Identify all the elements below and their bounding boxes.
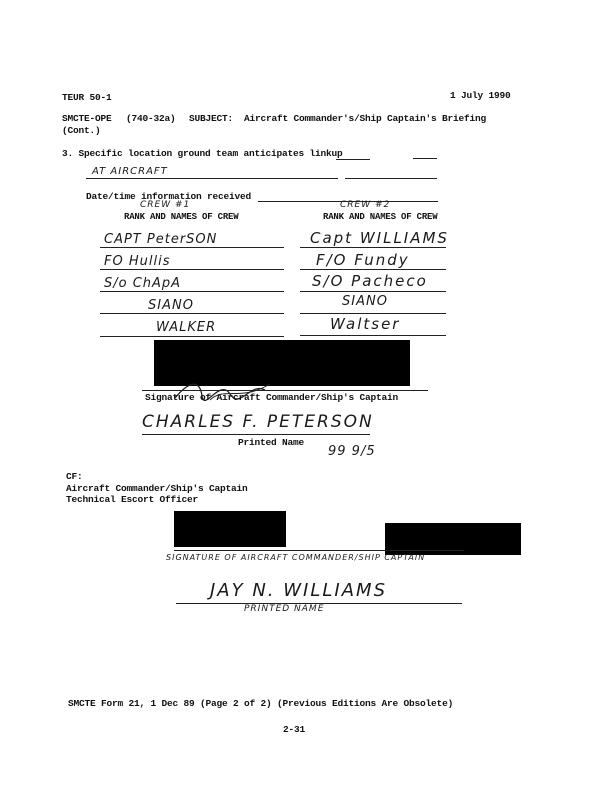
page-number: 2-31	[283, 724, 306, 735]
subject-continued: (Cont.)	[62, 125, 101, 136]
redaction-box	[174, 511, 286, 547]
item-3-answer-line-2	[345, 178, 437, 179]
crew-2-name: Capt WILLIAMS	[310, 229, 449, 247]
cf-recipient: Aircraft Commander/Ship's Captain	[66, 483, 248, 494]
crew-2-name: F/O Fundy	[316, 251, 410, 269]
signature-2-caption: SIGNATURE OF AIRCRAFT COMMANDER/SHIP CAPTAIN	[166, 553, 426, 562]
crew-1-name: SIANO	[148, 298, 194, 313]
cf-label: CF:	[66, 471, 83, 482]
crew-2-line	[300, 247, 446, 248]
subject-text: Aircraft Commander's/Ship Captain's Briefing	[244, 113, 487, 124]
item-3-label: 3. Specific location ground team anticipates linkup	[62, 148, 343, 159]
crew-1-line	[100, 313, 284, 314]
printed-name-1-value: CHARLES F. PETERSON	[142, 412, 374, 432]
crew-1-line	[100, 291, 284, 292]
item-3-line-a	[336, 159, 370, 160]
crew-1-name: S/o ChApA	[104, 276, 182, 291]
cf-recipient: Technical Escort Officer	[66, 494, 199, 505]
item-3-line-b	[413, 158, 437, 159]
crew-1-name: WALKER	[156, 320, 217, 335]
office-symbol: SMCTE-OPE	[62, 113, 112, 124]
printed-name-1-line	[142, 434, 370, 435]
crew-2-name: Waltser	[330, 315, 401, 333]
item-3-answer: AT AIRCRAFT	[92, 166, 168, 177]
crew-2-header: RANK AND NAMES OF CREW	[323, 212, 438, 222]
crew-1-title: CREW #1	[140, 200, 191, 210]
crew-2-line	[300, 291, 446, 292]
item-3-answer-line	[86, 178, 338, 179]
crew-1-line	[100, 269, 284, 270]
signature-1-caption: Signature of Aircraft Commander/Ship's Captain	[145, 392, 399, 403]
document-date: 1 July 1990	[450, 90, 511, 101]
printed-name-2-label: PRINTED NAME	[244, 604, 325, 614]
printed-name-2-value: JAY N. WILLIAMS	[210, 580, 387, 601]
crew-1-name: CAPT PeterSON	[104, 232, 218, 247]
form-footer: SMCTE Form 21, 1 Dec 89 (Page 2 of 2) (Previous Editions Are Obsolete)	[68, 698, 454, 709]
crew-2-name: SIANO	[342, 294, 388, 309]
crew-2-title: CREW #2	[340, 200, 391, 210]
subject-label: SUBJECT:	[189, 113, 234, 124]
crew-1-line	[100, 247, 284, 248]
crew-2-name: S/O Pacheco	[312, 272, 428, 290]
crew-1-header: RANK AND NAMES OF CREW	[124, 212, 239, 222]
crew-2-line	[300, 269, 446, 270]
crew-1-line	[100, 336, 284, 337]
crew-2-line	[300, 313, 446, 314]
document-id: TEUR 50-1	[62, 92, 112, 103]
printed-name-1-label: Printed Name	[238, 437, 305, 448]
handwritten-note: 99 9/5	[328, 444, 376, 459]
signature-1-line	[142, 390, 428, 391]
crew-2-line	[300, 335, 446, 336]
crew-1-name: FO Hullis	[104, 254, 171, 269]
date-time-label: Date/time information received	[86, 191, 252, 202]
form-code: (740-32a)	[126, 113, 176, 124]
signature-2-line	[174, 550, 464, 551]
